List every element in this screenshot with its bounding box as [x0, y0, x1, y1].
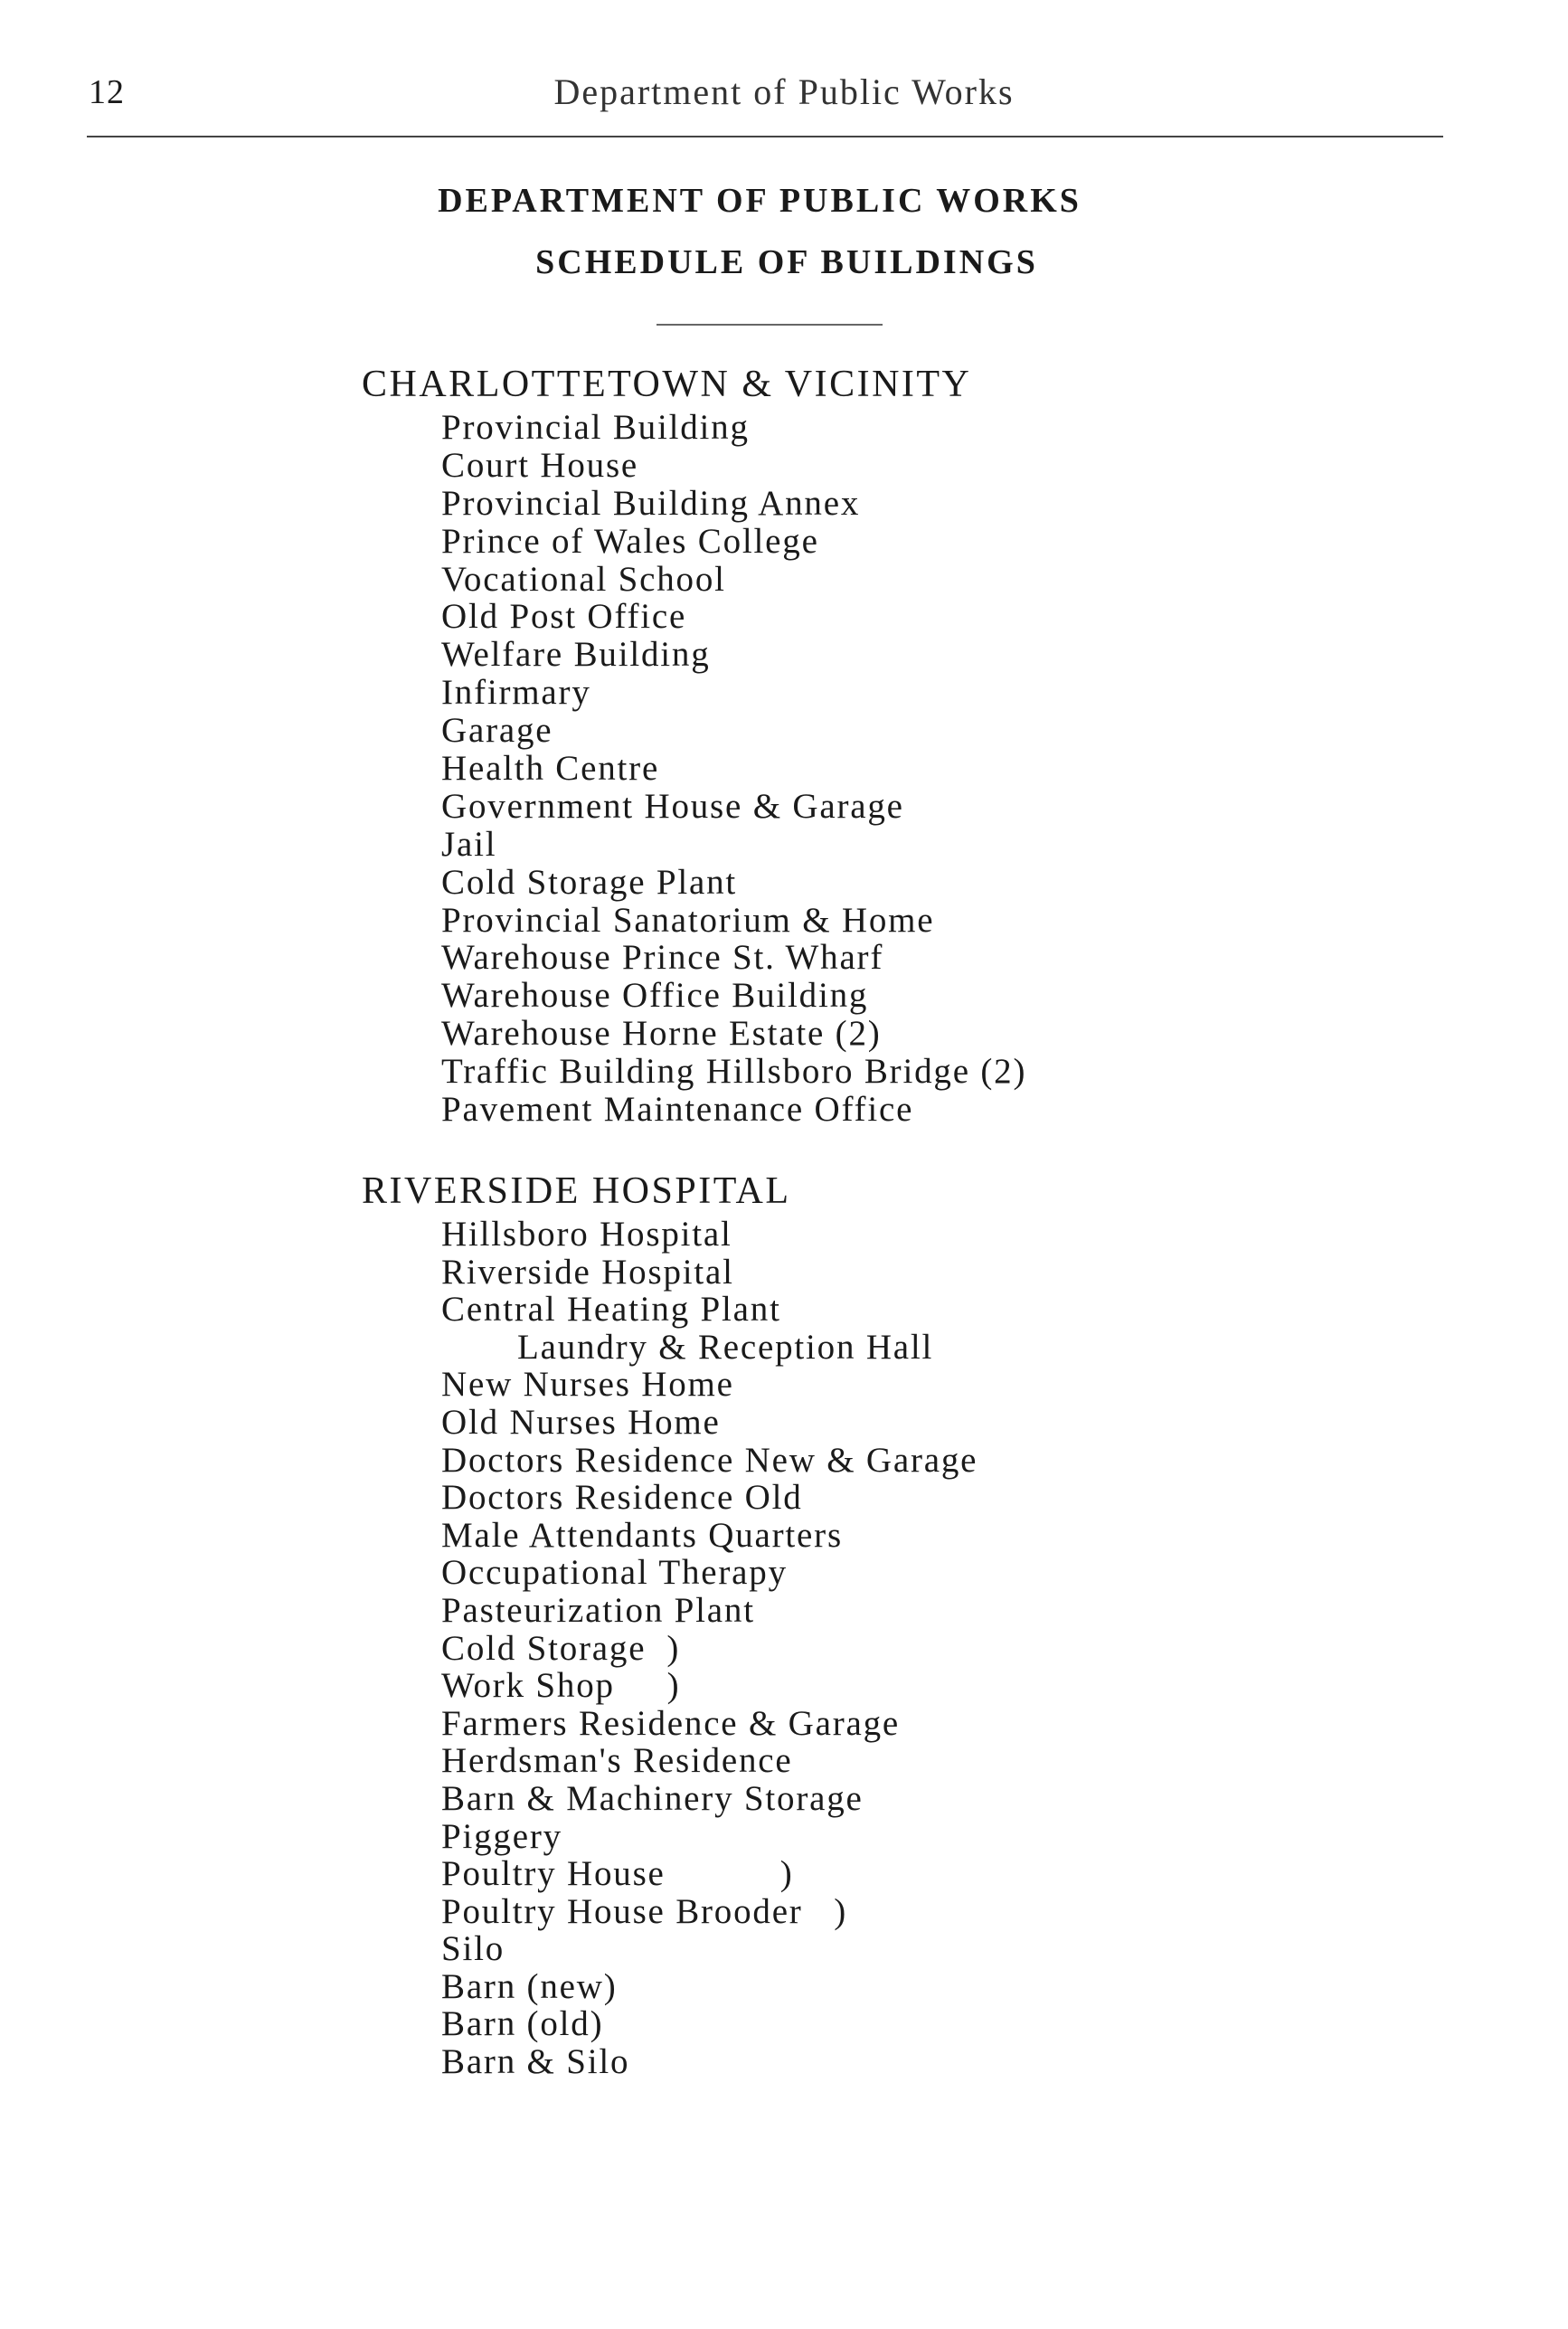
section-riverside-hospital [362, 1169, 1447, 2081]
list-item: Provincial Building [441, 408, 750, 447]
list-item: Occupational Therapy [441, 1553, 788, 1593]
list-item: Central Heating Plant [441, 1290, 781, 1330]
list-item: Silo [441, 1929, 505, 1969]
document-title: DEPARTMENT OF PUBLIC WORKS [438, 182, 1082, 220]
list-item: Provincial Sanatorium & Home [441, 900, 935, 940]
list-item: Vocational School [441, 559, 726, 599]
list-item: Pavement Maintenance Office [441, 1090, 914, 1130]
list-item: New Nurses Home [441, 1365, 734, 1405]
list-item: Work Shop ) [441, 1666, 681, 1706]
list-item: Doctors Residence New & Garage [441, 1440, 978, 1480]
list-item: Laundry & Reception Hall [517, 1327, 934, 1367]
list-item: Cold Storage ) [441, 1628, 681, 1668]
list-item: Herdsman's Residence [441, 1741, 793, 1781]
header-rule [87, 136, 1443, 137]
list-item: Government House & Garage [441, 786, 904, 826]
list-item: Piggery [441, 1816, 562, 1856]
list-item: Cold Storage Plant [441, 862, 738, 902]
section-heading: CHARLOTTETOWN & VICINITY [362, 364, 972, 405]
list-item: Doctors Residence Old [441, 1478, 803, 1518]
list-item: Hillsboro Hospital [441, 1215, 732, 1254]
running-head: Department of Public Works [553, 71, 1015, 112]
list-item: Barn (old) [441, 2004, 604, 2044]
list-item: Poultry House ) [441, 1854, 794, 1894]
list-item: Barn (new) [441, 1966, 618, 2006]
list-item: Farmers Residence & Garage [441, 1703, 901, 1743]
list-item: Jail [441, 824, 497, 864]
document-subtitle: SCHEDULE OF BUILDINGS [535, 243, 1038, 281]
title-divider [656, 324, 883, 326]
list-item: Infirmary [441, 673, 591, 713]
list-item: Health Centre [441, 749, 660, 789]
list-item: Traffic Building Hillsboro Bridge (2) [441, 1052, 1027, 1092]
list-item: Warehouse Horne Estate (2) [441, 1014, 882, 1054]
list-item: Court House [441, 445, 639, 485]
list-item: Riverside Hospital [441, 1252, 734, 1292]
list-item: Provincial Building Annex [441, 483, 861, 523]
list-item: Warehouse Office Building [441, 976, 869, 1016]
list-item: Barn & Silo [441, 2042, 630, 2082]
list-item: Old Post Office [441, 597, 687, 637]
list-item: Poultry House Brooder ) [441, 1891, 848, 1931]
section-heading: RIVERSIDE HOSPITAL [362, 1170, 791, 1212]
list-item: Pasteurization Plant [441, 1590, 755, 1630]
list-item: Male Attendants Quarters [441, 1515, 843, 1555]
list-item: Garage [441, 711, 553, 751]
list-item: Old Nurses Home [441, 1402, 721, 1442]
page-number: 12 [89, 73, 125, 111]
section-charlottetown [362, 362, 1447, 1129]
list-item: Warehouse Prince St. Wharf [441, 938, 884, 978]
list-item: Barn & Machinery Storage [441, 1778, 864, 1818]
list-item: Welfare Building [441, 635, 711, 675]
list-item: Prince of Wales College [441, 521, 819, 561]
